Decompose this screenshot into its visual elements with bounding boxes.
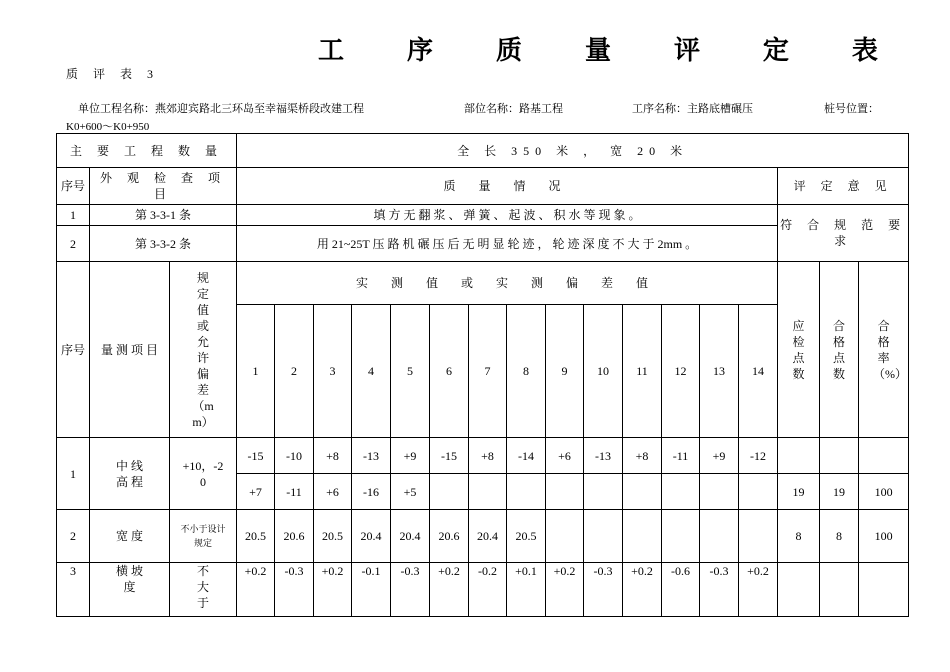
station-value: K0+600～K0+950 bbox=[66, 121, 150, 133]
part-name: 部位名称：路基工程 bbox=[464, 103, 563, 115]
allow-value: 不小于设计规定 bbox=[170, 510, 237, 563]
measured-value bbox=[430, 474, 469, 510]
measured-value: -0.1 bbox=[352, 563, 391, 617]
measured-value: 20.4 bbox=[391, 510, 430, 563]
station-label: 桩号位置： bbox=[824, 103, 879, 115]
title-char: 表 bbox=[851, 36, 878, 65]
measured-value bbox=[662, 510, 700, 563]
measured-value: +5 bbox=[391, 474, 430, 510]
pass-count-value bbox=[820, 563, 859, 617]
measured-value bbox=[584, 510, 623, 563]
table-row bbox=[57, 438, 909, 474]
measured-value: +8 bbox=[314, 438, 352, 474]
pass-count-label: 合格点数 bbox=[820, 262, 859, 438]
main-qty-label: 主 要 工 程 数 量 bbox=[57, 134, 237, 168]
measured-value: -15 bbox=[430, 438, 469, 474]
measured-value bbox=[739, 474, 778, 510]
measured-value: -16 bbox=[352, 474, 391, 510]
measured-value: +0.2 bbox=[237, 563, 275, 617]
quality-label: 质 量 情 况 bbox=[237, 168, 778, 205]
pass-rate-value: 100 bbox=[859, 474, 909, 510]
measured-value: +0.2 bbox=[430, 563, 469, 617]
measured-value bbox=[623, 510, 662, 563]
title-char: 序 bbox=[406, 36, 433, 65]
measure-item-label: 量 测 项 目 bbox=[90, 262, 170, 438]
should-check-value bbox=[778, 438, 820, 474]
measure-item: 宽 度 bbox=[90, 510, 170, 563]
measured-value: +0.2 bbox=[314, 563, 352, 617]
measured-value bbox=[584, 474, 623, 510]
column-number: 2 bbox=[275, 305, 314, 438]
measured-value bbox=[700, 474, 739, 510]
seq-label: 序号 bbox=[57, 168, 90, 205]
title-char: 工 bbox=[318, 36, 345, 65]
column-number: 12 bbox=[662, 305, 700, 438]
visual-desc: 填 方 无 翻 浆 、 弹 簧 、 起 波 、 积 水 等 现 象 。 bbox=[237, 205, 778, 226]
column-number: 11 bbox=[623, 305, 662, 438]
measured-value: +8 bbox=[623, 438, 662, 474]
measured-value: -14 bbox=[507, 438, 546, 474]
measured-value: 20.5 bbox=[507, 510, 546, 563]
should-check-value: 19 bbox=[778, 474, 820, 510]
measured-value bbox=[469, 474, 507, 510]
measured-value bbox=[623, 474, 662, 510]
row-number: 2 bbox=[57, 226, 90, 262]
measured-value bbox=[739, 510, 778, 563]
column-number: 13 bbox=[700, 305, 739, 438]
pass-count-value: 8 bbox=[820, 510, 859, 563]
measured-value: -11 bbox=[662, 438, 700, 474]
measured-value: 20.6 bbox=[430, 510, 469, 563]
visual-desc: 用 21~25T 压 路 机 碾 压 后 无 明 显 轮 迹 ， 轮 迹 深 度 不 大 于 2mm 。 bbox=[237, 226, 778, 262]
should-check-value: 8 bbox=[778, 510, 820, 563]
measured-value: -13 bbox=[352, 438, 391, 474]
measured-value: -0.3 bbox=[391, 563, 430, 617]
measured-value bbox=[700, 510, 739, 563]
title-char: 定 bbox=[762, 36, 789, 65]
page-title bbox=[318, 30, 878, 65]
pass-rate-value: 100 bbox=[859, 510, 909, 563]
allow-label: 规定值或允许偏差（mm） bbox=[170, 262, 237, 438]
measured-value: -10 bbox=[275, 438, 314, 474]
measured-value: -12 bbox=[739, 438, 778, 474]
measured-value: -0.6 bbox=[662, 563, 700, 617]
measured-value: +0.1 bbox=[507, 563, 546, 617]
measured-value: +6 bbox=[546, 438, 584, 474]
measured-value: +0.2 bbox=[546, 563, 584, 617]
measured-value: +9 bbox=[700, 438, 739, 474]
measured-value bbox=[507, 474, 546, 510]
measured-value: 20.4 bbox=[352, 510, 391, 563]
allow-value: +10，-20 bbox=[170, 438, 237, 510]
row-number: 3 bbox=[57, 563, 90, 617]
measured-value: -0.3 bbox=[700, 563, 739, 617]
measured-value: -0.3 bbox=[275, 563, 314, 617]
measured-value: -15 bbox=[237, 438, 275, 474]
measured-value bbox=[662, 474, 700, 510]
measured-value bbox=[546, 510, 584, 563]
pass-rate-value bbox=[859, 438, 909, 474]
table-row bbox=[57, 205, 909, 226]
measure-seq-label: 序号 bbox=[57, 262, 90, 438]
table-row bbox=[57, 168, 909, 205]
measured-value: +0.2 bbox=[739, 563, 778, 617]
allow-value: 不大于 bbox=[170, 563, 237, 617]
title-char: 量 bbox=[584, 36, 611, 65]
column-number: 7 bbox=[469, 305, 507, 438]
pass-rate-value bbox=[859, 563, 909, 617]
form-number: 质 评 表 3 bbox=[66, 67, 160, 81]
measured-value: +8 bbox=[469, 438, 507, 474]
measured-value: +6 bbox=[314, 474, 352, 510]
measured-value: -0.2 bbox=[469, 563, 507, 617]
process-name: 工序名称：主路底槽碾压 bbox=[632, 103, 753, 115]
measured-value: +0.2 bbox=[623, 563, 662, 617]
title-char: 质 bbox=[495, 36, 522, 65]
table-row bbox=[57, 563, 909, 617]
column-number: 9 bbox=[546, 305, 584, 438]
table-row bbox=[57, 134, 909, 168]
column-number: 3 bbox=[314, 305, 352, 438]
title-char: 评 bbox=[673, 36, 700, 65]
column-number: 4 bbox=[352, 305, 391, 438]
pass-count-value: 19 bbox=[820, 474, 859, 510]
measured-value: -0.3 bbox=[584, 563, 623, 617]
row-number: 1 bbox=[57, 205, 90, 226]
pass-rate-label: 合格率（%） bbox=[859, 262, 909, 438]
should-check-value bbox=[778, 563, 820, 617]
column-number: 14 bbox=[739, 305, 778, 438]
column-number: 1 bbox=[237, 305, 275, 438]
column-number: 10 bbox=[584, 305, 623, 438]
table-row bbox=[57, 262, 909, 305]
row-number: 1 bbox=[57, 438, 90, 510]
measure-item: 中 线 高 程 bbox=[90, 438, 170, 510]
measured-value: +7 bbox=[237, 474, 275, 510]
visual-item-label: 外 观 检 查 项 目 bbox=[90, 168, 237, 205]
visual-item: 第 3-3-1 条 bbox=[90, 205, 237, 226]
measured-value: +9 bbox=[391, 438, 430, 474]
unit-project: 单位工程名称：燕郊迎宾路北三环岛至幸福渠桥段改建工程 bbox=[78, 103, 364, 115]
column-number: 6 bbox=[430, 305, 469, 438]
measured-value: -13 bbox=[584, 438, 623, 474]
pass-count-value bbox=[820, 438, 859, 474]
table-row bbox=[57, 510, 909, 563]
column-number: 5 bbox=[391, 305, 430, 438]
measured-value: 20.4 bbox=[469, 510, 507, 563]
measured-value: 20.5 bbox=[237, 510, 275, 563]
eval-value: 符 合 规 范 要 求 bbox=[778, 205, 909, 262]
measured-value: 20.5 bbox=[314, 510, 352, 563]
main-qty-value: 全 长 350 米 ， 宽 20 米 bbox=[237, 134, 909, 168]
eval-label: 评 定 意 见 bbox=[778, 168, 909, 205]
row-number: 2 bbox=[57, 510, 90, 563]
measured-label: 实 测 值 或 实 测 偏 差 值 bbox=[237, 262, 778, 305]
should-check-label: 应检点数 bbox=[778, 262, 820, 438]
visual-item: 第 3-3-2 条 bbox=[90, 226, 237, 262]
column-number: 8 bbox=[507, 305, 546, 438]
measured-value bbox=[546, 474, 584, 510]
measure-item: 横 坡 度 bbox=[90, 563, 170, 617]
quality-table bbox=[56, 133, 909, 617]
measured-value: 20.6 bbox=[275, 510, 314, 563]
measured-value: -11 bbox=[275, 474, 314, 510]
